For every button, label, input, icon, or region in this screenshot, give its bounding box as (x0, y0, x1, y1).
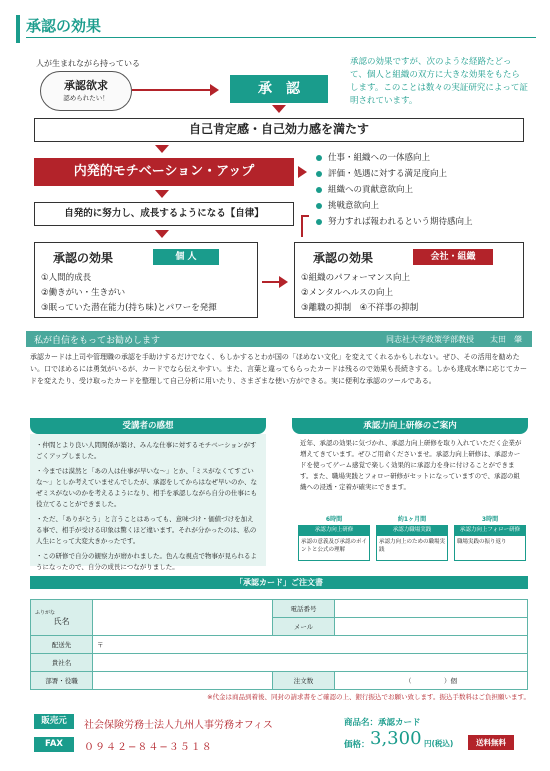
seller-label: 販売元 (34, 714, 74, 729)
list-item: ③離職の抑制 ④不祥事の抑制 (301, 303, 419, 313)
human-note: 人が生まれながら持っている (36, 59, 140, 68)
company-label: 貴社名 (31, 654, 93, 672)
mail-field[interactable] (335, 618, 528, 636)
list-item: 挑戦意欲向上 (316, 198, 536, 214)
training-steps (298, 514, 528, 564)
effort-arrow (155, 230, 169, 238)
name-field[interactable] (93, 600, 273, 636)
list-item: ・今までは漠然と「あの人は仕事が早いな〜」とか、「ミスがなくてすごいな〜」としか考えていませんでしたが、承認をしてからはなぜ早いのか、なぜミスがないのかを考えるようになり、相手を承認しながら自分の仕事にも役立てることができました。 (36, 467, 257, 508)
effect-arrow-line (262, 281, 280, 283)
address-field[interactable]: 〒 (93, 636, 528, 654)
step-label: 3時間 (481, 516, 499, 523)
training-header (292, 418, 528, 434)
list-item: ①組織のパフォーマンス向上 (301, 273, 410, 283)
header-rule (26, 37, 536, 38)
step-label: 6時間 (325, 516, 343, 523)
page-title: 承認の効果 (26, 17, 102, 35)
company-badge: 会社・組織 (413, 249, 493, 265)
recommend-author: 同志社大学政策学部教授 太田 肇 (386, 335, 522, 344)
order-title: 「承認カード」ご注文書 (235, 578, 323, 587)
effect-arrow (279, 276, 288, 288)
qty-field[interactable]: （ ）個 (335, 672, 528, 690)
org-effect-list (316, 150, 536, 230)
shipping-badge: 送料無料 (468, 735, 514, 750)
seller-name: 社会保険労務士法人九州人事労務オフィス (84, 720, 273, 731)
product-label: 商品名：承認カード (344, 718, 421, 728)
price-unit: 円(税込) (424, 739, 454, 748)
step-desc: 承認の意義及び承認のポイントと公式の理解 (298, 535, 370, 561)
price-label: 価格： (344, 740, 370, 750)
self-esteem-box: 自己肯定感・自己効力感を満たす (34, 118, 524, 142)
step-title: 承認力職場実践 (376, 525, 448, 535)
phone-field[interactable] (335, 600, 528, 618)
price-value: 3,300 (370, 728, 422, 749)
header-accent-bar (16, 15, 20, 43)
desire-title: 承認欲求 (64, 79, 108, 92)
esteem-arrow (155, 145, 169, 153)
list-item: ・この研修で自分の観察力が磨かれました。色んな視点で物事が見られるようになったので、自分の成長につながりました。 (36, 552, 257, 571)
list-item: 組織への貢献意欲向上 (316, 182, 536, 198)
phone-label: 電話番号 (273, 600, 335, 618)
qty-label: 注文数 (273, 672, 335, 690)
motivation-arrow (298, 166, 307, 178)
personal-effect-title: 承認の効果 (53, 251, 114, 265)
training-title: 承認力向上研修のご案内 (363, 421, 457, 431)
list-item: ・ただ、「ありがとう」と言うことはあっても、意味づけ・価値づけを加える事で、相手が受ける印象は驚くほど違います。それが分かったのは、私の人生にとって大変大きかったです。 (36, 515, 257, 545)
fax-label: FAX (34, 737, 74, 752)
connector-line (301, 215, 303, 237)
effort-box: 自発的に努力し、成長するようになる【自律】 (34, 202, 294, 226)
list-item: 努力すれば報われるという期待感向上 (316, 214, 536, 230)
order-note: ※代金は商品到着後、同封の請求書をご確認の上、銀行振込でお願い致します。振込手数料はご負担願います。 (207, 693, 530, 701)
list-item: 仕事・組織への一体感向上 (316, 150, 536, 166)
step-desc: 承認力向上のための職場実践 (376, 535, 448, 561)
connector-line-h (301, 215, 309, 217)
voices-box (30, 434, 266, 571)
motivation-down-arrow (155, 190, 169, 198)
training-body: 近年、承認の効果に気づかれ、承認力向上研修を取り入れていただく企業が増えてきています。ぜひご用命くださいませ。承認力向上研修は、承認カードを使ってゲーム感覚で楽しく効果的に承認力を身に付けることができます。また、職場実践とフォロー研修がセットになっていますので、承認の組織への浸透・定着が確実にできます。 (300, 439, 522, 491)
recommend-body: 承認カードは上司や管理職の承認を手助けするだけでなく、もしかするとわが国の「ほめない文化」を変えてくれるかもしれない。ぜひ、その活用を勧めたい。口でほめるには勇気がいるが、カードでなら伝えやすい。また、言葉と違ってもらったカードは残るので効果も長続きする。しかも達成水準に応じてカードを変えたり、受け取ったカードを整理して自己分析に用いたり、さまざまな使い方ができる。実に便利な承認のツールである。 (30, 353, 527, 385)
list-item: ②メンタルヘルスの向上 (301, 288, 394, 298)
list-item: ・仲間とより良い人間関係が築け、みんな仕事に対するモチベーションがすごくアップしました。 (36, 441, 257, 460)
approval-arrow (272, 105, 286, 113)
name-label: ふりがな 氏名 (31, 600, 93, 636)
company-effect-title: 承認の効果 (313, 251, 374, 265)
dept-label: 部署・役職 (31, 672, 93, 690)
desire-cloud (40, 71, 132, 111)
list-item: ②働きがい・生きがい (41, 288, 126, 298)
list-item: ③眠っていた潜在能力(持ち味)とパワーを発揮 (41, 303, 217, 313)
intro-text: 承認の効果ですが、次のような経路たどって、個人と組織の双方に大きな効果をもたらします。このことは数々の実証研究によって証明されています。 (350, 57, 528, 106)
mail-label: メール (273, 618, 335, 636)
list-item: ①人間的成長 (41, 273, 92, 283)
company-effect-box (294, 242, 524, 318)
desire-arrow-line (132, 89, 212, 91)
voices-header (30, 418, 266, 434)
company-field[interactable] (93, 654, 528, 672)
fax-number: ０９４２−８４−３５１８ (84, 742, 213, 753)
personal-effect-box (34, 242, 258, 318)
step-title: 承認力向上フォロー研修 (454, 525, 526, 535)
list-item: 評価・処遇に対する満足度向上 (316, 166, 536, 182)
dept-field[interactable] (93, 672, 273, 690)
order-form (30, 599, 528, 690)
order-header (30, 576, 528, 589)
step-desc: 職場実践の振り返り (454, 535, 526, 561)
address-label: 配送先 (31, 636, 93, 654)
approval-box: 承 認 (230, 75, 328, 103)
motivation-box: 内発的モチベーション・アップ (34, 158, 294, 186)
recommend-header (26, 331, 532, 347)
step-title: 承認力向上研修 (298, 525, 370, 535)
voices-title: 受講者の感想 (122, 421, 174, 431)
step-label: 約1ヶ月間 (397, 516, 427, 523)
personal-badge: 個 人 (153, 249, 219, 265)
desire-sub: 認められたい！ (63, 94, 109, 102)
recommend-title: 私が自信をもってお勧めします (34, 336, 161, 346)
